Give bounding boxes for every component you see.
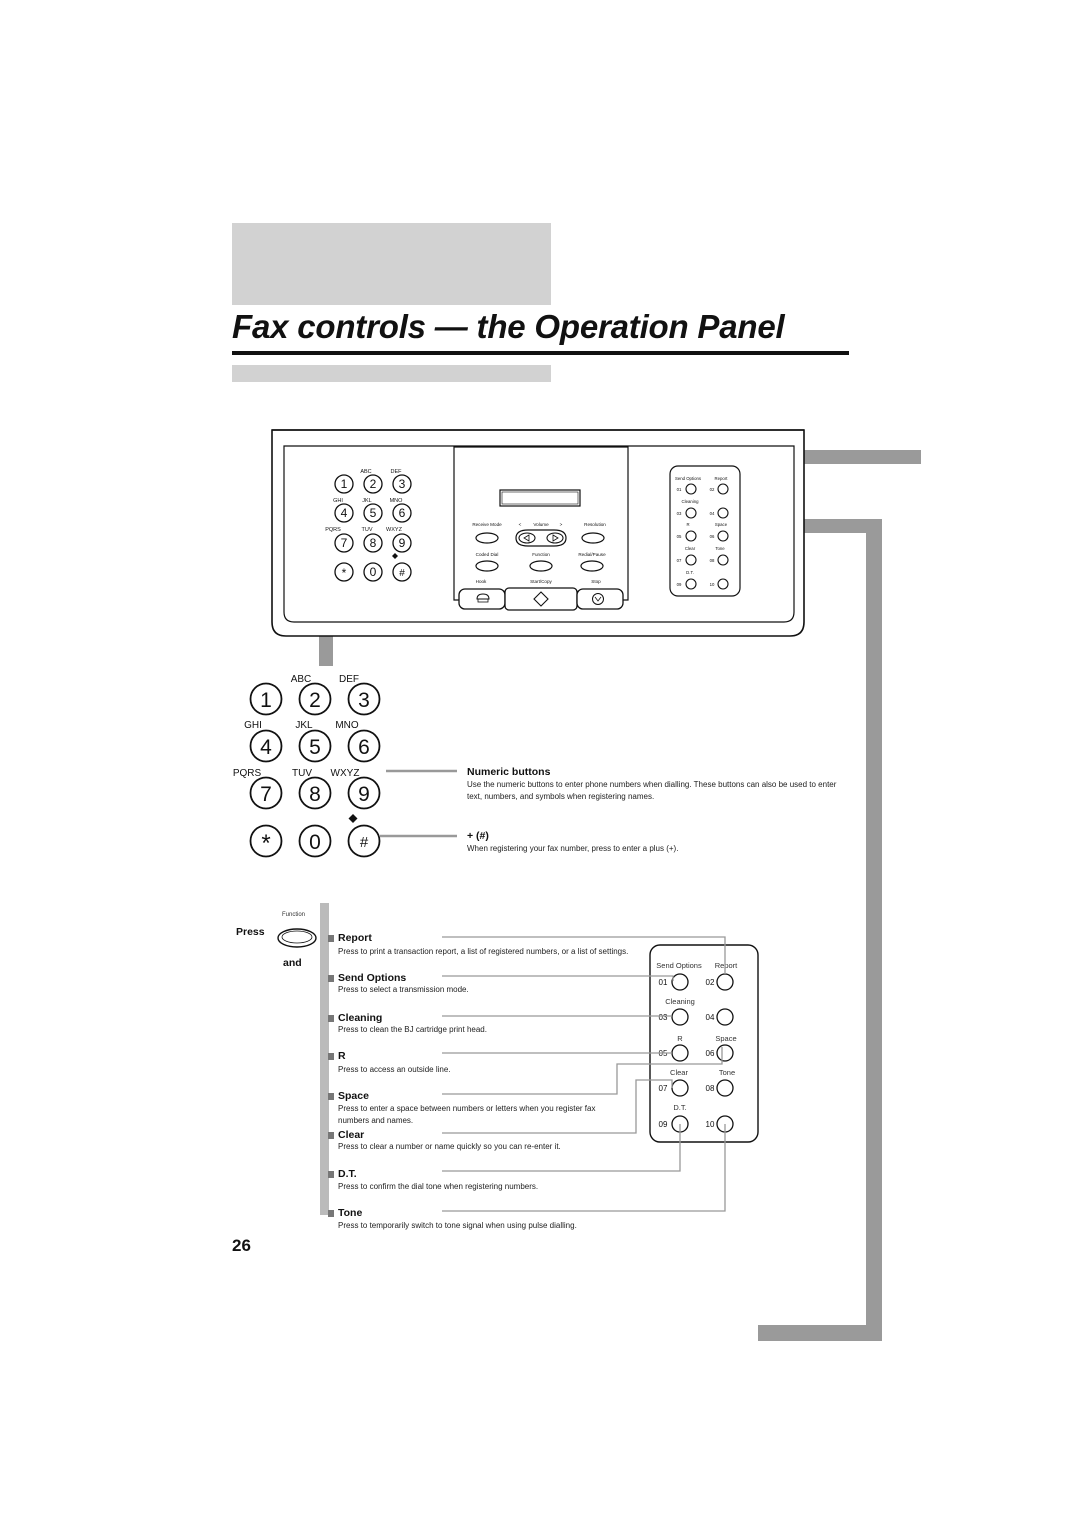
- panel-key-3: 3: [398, 477, 406, 491]
- function-button: [530, 561, 552, 571]
- tone-heading: Tone: [328, 1207, 362, 1219]
- and-label: and: [283, 957, 302, 969]
- large-label-send-options: Send Options: [656, 961, 702, 970]
- small-num-03: 03: [676, 511, 682, 516]
- panel-key-7: 7: [340, 536, 348, 550]
- key-0: 0: [309, 831, 321, 854]
- small-label-space: Space: [714, 522, 728, 527]
- panel-keypad-letters-abc: ABC: [360, 469, 372, 475]
- key-7: 7: [260, 783, 272, 806]
- one-touch-panel-large: [650, 945, 758, 1142]
- key-4: 4: [260, 736, 272, 759]
- panel-key-2: 2: [369, 477, 377, 491]
- label-resolution: Resolution: [584, 522, 606, 527]
- small-label-report: Report: [714, 476, 728, 481]
- report-heading: Report: [328, 932, 372, 944]
- small-label-dt: D.T.: [686, 570, 694, 575]
- dt-text: Press to confirm the dial tone when registering numbers.: [338, 1182, 539, 1191]
- small-label-send-options: Send Options: [674, 476, 702, 481]
- small-num-02: 02: [709, 487, 715, 492]
- keypad-letters-mno: MNO: [335, 720, 359, 731]
- key-5: 5: [309, 736, 321, 759]
- panel-key-0: 0: [369, 565, 377, 579]
- space-text: Press to enter a space between numbers or letters when you register fax numbers and names.: [338, 1104, 596, 1125]
- small-label-cleaning: Cleaning: [681, 499, 699, 504]
- keypad-letters-ghi: GHI: [244, 720, 262, 731]
- large-num-02: 02: [705, 978, 715, 987]
- small-num-09: 09: [676, 582, 682, 587]
- numeric-buttons-heading: Numeric buttons: [467, 766, 551, 778]
- tone-text: Press to temporarily switch to tone signal when using pulse dialling.: [338, 1221, 577, 1230]
- panel-keypad-letters-ghi: GHI: [333, 498, 343, 504]
- large-num-09: 09: [658, 1120, 668, 1129]
- large-label-report: Report: [714, 961, 738, 970]
- large-num-08: 08: [705, 1084, 715, 1093]
- function-small-label: Function: [282, 912, 306, 918]
- label-redial-pause: Redial/Pause: [578, 552, 606, 557]
- small-label-r: R: [686, 522, 690, 527]
- page-number: 26: [232, 1236, 251, 1255]
- cleaning-text: Press to clean the BJ cartridge print head.: [338, 1025, 487, 1034]
- key-star: *: [261, 830, 271, 857]
- keypad-letters-wxyz: WXYZ: [330, 768, 360, 779]
- plus-hash-heading: + (#): [467, 830, 489, 842]
- key-hash: #: [359, 834, 369, 851]
- send-options-text: Press to select a transmission mode.: [338, 985, 469, 994]
- report-text: Press to print a transaction report, a list of registered numbers, or a list of settings.: [338, 947, 629, 956]
- resolution-button: [582, 533, 604, 543]
- large-label-space: Space: [715, 1034, 737, 1043]
- plus-hash-text: When registering your fax number, press to enter a plus (+).: [467, 844, 679, 853]
- dt-heading: D.T.: [328, 1168, 357, 1180]
- function-button-illustration: [278, 929, 316, 947]
- label-stop: Stop: [591, 579, 601, 584]
- panel-keypad-letters-def: DEF: [390, 469, 402, 475]
- key-6: 6: [358, 736, 370, 759]
- space-heading: Space: [328, 1090, 369, 1102]
- clear-text: Press to clear a number or name quickly so you can re-enter it.: [338, 1142, 561, 1151]
- key-3: 3: [358, 689, 370, 712]
- page-title: Fax controls — the Operation Panel: [232, 308, 785, 345]
- receive-mode-button: [476, 533, 498, 543]
- large-num-03: 03: [658, 1013, 668, 1022]
- keypad-letters-pqrs: PQRS: [232, 768, 262, 779]
- label-start-copy: Start/Copy: [530, 579, 552, 584]
- panel-key-hash: #: [399, 568, 405, 579]
- send-options-heading: Send Options: [328, 972, 406, 984]
- panel-key-5: 5: [369, 506, 377, 520]
- keypad-letters-def: DEF: [339, 674, 359, 685]
- small-label-clear: Clear: [684, 546, 696, 551]
- label-volume: Volume: [533, 522, 549, 527]
- small-num-10: 10: [709, 582, 715, 587]
- panel-key-9: 9: [398, 536, 406, 550]
- coded-dial-button: [476, 561, 498, 571]
- label-coded-dial: Coded Dial: [475, 552, 499, 557]
- keypad-letters-abc: ABC: [290, 674, 312, 685]
- large-num-06: 06: [705, 1049, 715, 1058]
- key-9: 9: [358, 783, 370, 806]
- redial-pause-button: [581, 561, 603, 571]
- panel-keypad-letters-mno: MNO: [389, 498, 403, 504]
- large-num-10: 10: [705, 1120, 715, 1129]
- panel-keypad-letters-wxyz: WXYZ: [386, 527, 402, 533]
- label-vol-right: >: [559, 522, 563, 527]
- large-num-05: 05: [658, 1049, 668, 1058]
- numeric-buttons-text: Use the numeric buttons to enter phone numbers when dialling. These buttons can also be used to enter text, numbers, and symbols when registering names.: [467, 780, 837, 801]
- cleaning-heading: Cleaning: [328, 1012, 382, 1024]
- label-vol-left: <: [518, 522, 522, 527]
- panel-key-8: 8: [369, 536, 377, 550]
- small-num-05: 05: [676, 534, 682, 539]
- keypad-letters-jkl: JKL: [295, 720, 313, 731]
- large-num-07: 07: [658, 1084, 668, 1093]
- clear-heading: Clear: [328, 1129, 364, 1141]
- press-label: Press: [236, 926, 265, 938]
- small-num-06: 06: [709, 534, 715, 539]
- panel-key-6: 6: [398, 506, 406, 520]
- label-function: Function: [532, 552, 550, 557]
- panel-keypad-letters-tuv: TUV: [361, 527, 373, 533]
- keypad-letters-tuv: TUV: [292, 768, 312, 779]
- panel-keypad-letters-pqrs: PQRS: [325, 527, 341, 533]
- one-touch-panel-small: [670, 466, 740, 596]
- small-num-01: 01: [676, 487, 682, 492]
- r-text: Press to access an outside line.: [338, 1065, 451, 1074]
- small-num-08: 08: [709, 558, 715, 563]
- large-label-r: R: [677, 1034, 683, 1043]
- small-label-tone: Tone: [715, 546, 725, 551]
- panel-key-1: 1: [340, 477, 348, 491]
- large-label-clear: Clear: [670, 1068, 688, 1077]
- panel-key-star: *: [341, 566, 347, 580]
- panel-key-4: 4: [340, 506, 348, 520]
- small-num-04: 04: [709, 511, 715, 516]
- large-label-cleaning: Cleaning: [665, 997, 695, 1006]
- large-label-dt: D.T.: [673, 1103, 687, 1112]
- label-receive-mode: Receive Mode: [472, 522, 502, 527]
- large-num-01: 01: [658, 978, 668, 987]
- panel-keypad-letters-jkl: JKL: [362, 498, 372, 504]
- key-8: 8: [309, 783, 321, 806]
- r-heading: R: [328, 1050, 346, 1062]
- key-1: 1: [260, 689, 272, 712]
- connector-bar-vertical: [866, 519, 882, 1341]
- key-2: 2: [309, 689, 321, 712]
- large-label-tone: Tone: [718, 1068, 736, 1077]
- small-num-07: 07: [676, 558, 682, 563]
- label-hook: Hook: [475, 579, 487, 584]
- large-num-04: 04: [705, 1013, 715, 1022]
- connector-bar-lower: [758, 1325, 882, 1341]
